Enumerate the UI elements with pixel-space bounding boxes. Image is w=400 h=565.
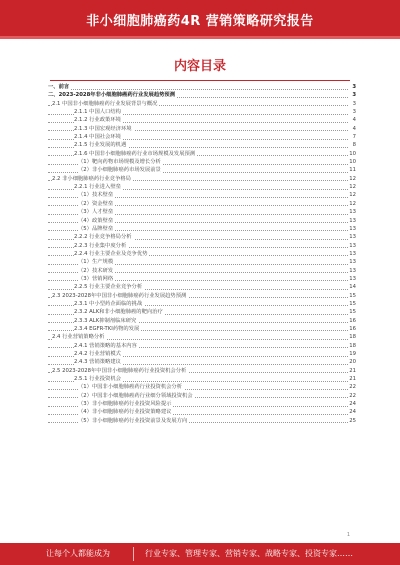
toc-leader-dots [48,89,348,90]
toc-entry-page: 15 [349,309,356,316]
toc-entry-text: 2.1.3 中国宏观经济环境 [74,125,132,132]
toc-entry-page: 8 [348,141,356,149]
toc-entry-text: 2.1.5 行业发展的机遇 [74,142,127,149]
toc-entry[interactable] [48,283,356,291]
toc-entry-page: 3 [348,91,356,99]
toc-entry-page: 4 [348,125,356,133]
toc-entry-text: 2.2.5 行业主要企业竞争分析 [74,284,143,291]
toc-entry-text: 2.1.4 中国社会环境 [74,134,121,141]
toc-entry-page: 15 [349,300,356,307]
report-title: 非小细胞肺癌药4R 营销策略研究报告 [86,14,314,29]
toc-entry-page: 16 [349,325,356,332]
toc-entry[interactable] [48,225,356,233]
toc-entry-page: 10 [349,150,356,157]
toc-entry[interactable] [48,208,356,216]
toc-entry[interactable] [48,358,356,366]
toc-entry-text: （4）政策壁垒 [78,217,114,224]
toc-entry-page: 14 [349,284,356,291]
toc-entry-page: 13 [349,267,356,274]
toc-entry-text: 2.2.4 行业主要企业及竞争优势 [74,250,148,257]
toc-entry[interactable] [48,383,356,391]
toc-entry-text: 2.3 2023-2028年中国非小细胞肺癌药行业发展趋势预测 [52,292,187,299]
toc-entry[interactable] [48,317,356,325]
toc-entry[interactable] [48,408,356,416]
toc-entry-text: 2.2 非小细胞肺癌药行业竞争格局 [52,175,131,182]
toc-entry[interactable] [48,175,356,183]
toc-entry-page: 13 [349,250,356,257]
toc-entry-text: （3）人才壁垒 [78,209,114,216]
toc-entry-text: （1）中国非小细胞肺癌药行业投资机会分析 [78,384,183,391]
toc-entry[interactable] [48,267,356,275]
toc-title: 内容目录 [173,59,226,74]
toc-entry-page: 18 [349,334,356,341]
footer-bar [0,543,400,565]
toc-entry-text: （1）技术壁垒 [78,192,114,199]
toc-entry-text: （4）非小细胞肺癌药行业投资策略建议 [78,409,172,416]
toc-entry-page: 20 [349,359,356,366]
toc-entry-text: 2.3.2 ALK和非小细胞肺癌的靶向治疗 [74,309,163,316]
toc-entry-page: 22 [349,392,356,399]
toc-entry-page: 13 [349,259,356,266]
toc-entry-page: 19 [349,351,356,357]
toc-entry-page: 12 [349,192,356,199]
toc-entry-page: 24 [349,401,356,408]
toc-entry-page: 13 [349,234,356,241]
toc-entry-page: 11 [349,167,356,174]
toc-entry-text: 一、前言 [48,84,70,90]
toc-entry-page: 7 [348,133,356,141]
toc-entry-page: 18 [349,342,356,349]
toc-entry[interactable] [48,375,356,383]
toc-entry-text: 二、2023-2028年非小细胞肺癌药行业发展趋势预测 [48,92,176,99]
toc-entry[interactable] [48,350,356,358]
table-of-contents [48,83,356,425]
page-number: 1 [346,532,350,538]
toc-entry[interactable] [48,325,356,333]
toc-entry[interactable] [48,125,356,133]
toc-entry-page: 16 [349,317,356,324]
toc-entry-page: 13 [349,209,356,216]
toc-entry[interactable] [48,250,356,258]
toc-entry-text: 2.3.1 中小型药企面临的挑战 [74,300,143,307]
footer-slogan: 让每个人都能成为 [46,549,110,558]
toc-entry[interactable] [48,108,356,116]
toc-entry-page: 24 [349,409,356,416]
toc-entry[interactable] [48,233,356,241]
toc-entry-text: 2.2.2 行业竞争格局分析 [74,234,132,241]
toc-entry-text: （2）非小细胞肺癌药市场发展前景 [78,167,161,174]
toc-entry-page: 25 [349,417,356,424]
toc-entry-text: 2.4.2 行业营销模式 [74,351,121,357]
toc-entry[interactable] [48,392,356,400]
toc-entry-text: 2.5.1 行业投资机会 [74,376,121,383]
toc-entry-page: 3 [348,83,356,91]
toc-entry[interactable] [48,133,356,141]
toc-entry[interactable] [48,292,356,300]
toc-entry[interactable] [48,150,356,158]
toc-entry-page: 3 [348,108,356,116]
toc-entry-text: 2.3.4 EGFR-TKI药物的发展 [74,325,140,332]
toc-entry-text: （5）品牌壁垒 [78,225,114,232]
toc-entry[interactable] [48,116,356,124]
report-header [0,0,400,36]
toc-entry-page: 3 [348,100,356,108]
toc-entry[interactable] [48,258,356,266]
toc-entry[interactable] [48,158,356,166]
toc-entry[interactable] [48,141,356,149]
toc-entry-page: 22 [349,384,356,391]
toc-entry-text: 2.1.1 中国人口结构 [74,109,121,116]
toc-entry-page: 21 [349,367,356,374]
toc-entry-page: 15 [349,292,356,299]
footer-divider [133,547,134,561]
toc-entry-text: （3）非小细胞肺癌药行业投资风险提示 [78,401,172,408]
toc-entry-page: 12 [349,175,356,182]
toc-entry-page: 13 [349,275,356,282]
toc-entry[interactable] [48,417,356,425]
toc-entry[interactable] [48,200,356,208]
toc-entry-text: （5）非小细胞肺癌药行业投资前景及发展方向 [78,417,188,424]
toc-entry-text: 2.3.3 ALK抑制剂临床研究 [74,317,137,324]
toc-entry-text: （2）技术研发 [78,267,114,274]
toc-entry-text: （2）资金壁垒 [78,200,114,207]
toc-entry-page: 13 [349,225,356,232]
toc-entry[interactable] [48,166,356,174]
toc-entry-text: 2.4.1 营销策略的基本内容 [74,342,137,349]
toc-entry-page: 10 [349,159,356,166]
toc-entry[interactable] [48,217,356,225]
toc-entry-page: 13 [349,217,356,224]
toc-entry[interactable] [48,308,356,316]
toc-entry[interactable] [48,333,356,341]
toc-entry-text: （1）生产规模 [78,259,114,266]
toc-entry[interactable] [48,91,356,99]
toc-entry[interactable] [48,367,356,375]
toc-entry-page: 21 [349,376,356,383]
toc-entry-page: 12 [349,184,356,191]
toc-entry-text: （1）靶向药物市场规模及增长分析 [78,159,161,166]
toc-entry-text: 2.4.3 营销策略建议 [74,359,121,366]
toc-entry-page: 12 [349,200,356,207]
footer-tagline: 行业专家、管理专家、营销专家、战略专家、投资专家…… [145,549,353,558]
toc-entry[interactable] [48,242,356,250]
toc-entry[interactable] [48,400,356,408]
toc-entry[interactable] [48,100,356,108]
toc-entry-text: 2.1 中国非小细胞肺癌药行业发展背景与概况 [52,100,158,107]
header-accent-bar [0,36,400,39]
toc-entry[interactable] [48,300,356,308]
toc-entry[interactable] [48,275,356,283]
toc-entry-text: （3）营销网络 [78,275,114,282]
toc-entry-text: 2.1.6 中国非小细胞肺癌药行业市场规模及发展预测 [74,150,196,157]
toc-entry-text: 2.5 2023-2028年中国非小细胞肺癌药行业投资机会分析 [52,367,187,374]
toc-entry-page: 13 [349,242,356,249]
toc-entry[interactable] [48,342,356,350]
toc-entry-page: 4 [348,116,356,124]
toc-entry[interactable] [48,183,356,191]
toc-entry-text: 2.1.2 行业政策环境 [74,117,121,124]
toc-entry-text: 2.2.1 行业进入壁垒 [74,184,121,191]
toc-divider [50,80,350,81]
toc-entry[interactable] [48,191,356,199]
toc-entry[interactable] [48,83,356,91]
toc-entry-text: （2）中国非小细胞肺癌药行业细分领域投资机会 [78,392,193,399]
toc-entry-text: 2.4 行业营销策略分析 [52,334,105,341]
toc-entry-text: 2.2.3 行业集中度分析 [74,242,127,249]
